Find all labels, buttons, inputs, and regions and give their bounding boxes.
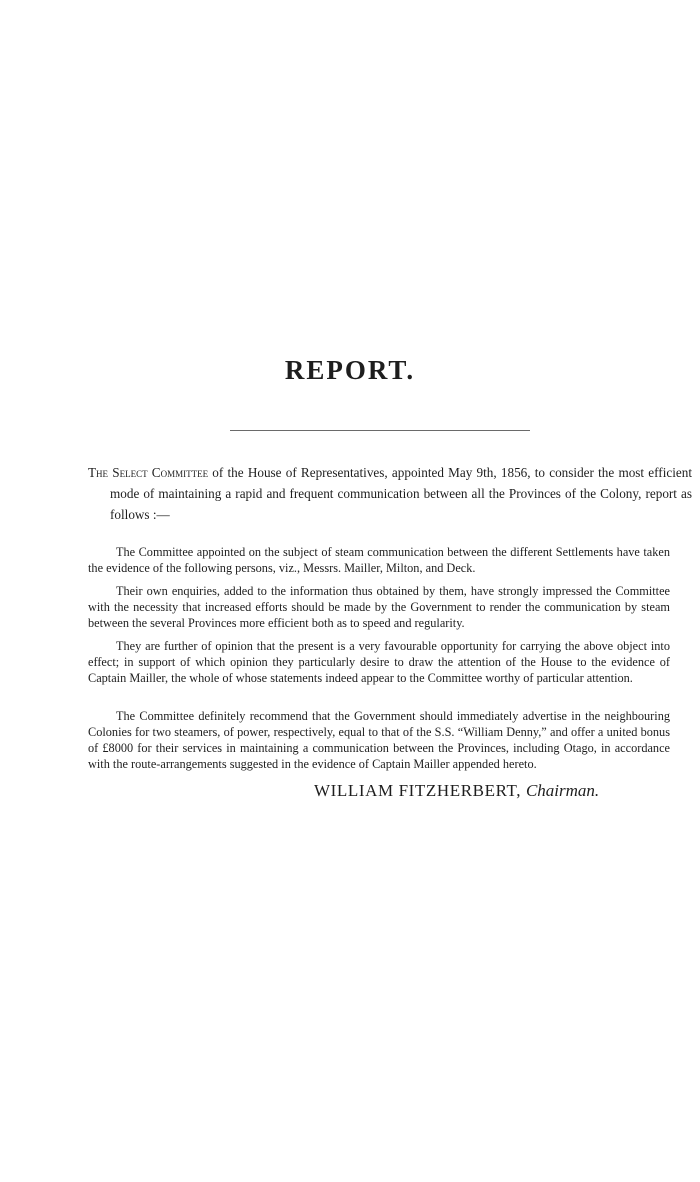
signature-name: WILLIAM FITZHERBERT, bbox=[314, 781, 522, 800]
preamble-lead: The Select Committee bbox=[88, 465, 209, 480]
report-title: REPORT. bbox=[284, 355, 416, 385]
paragraph-recommendation: The Committee definitely recommend that the Government should immediately advertise in the neighbouring Colonies for two steamers, of power, respectively, equal to that of the S.S. “William Denny,” and offer a united bonus of £8000 for their services in maintaining a communication between the Provinces, including Otago, in accordance with the route-arrangements suggested in the evidence of Captain Mailler appended hereto. bbox=[88, 709, 670, 771]
preamble bbox=[88, 462, 692, 525]
paragraph-opinion: They are further of opinion that the present is a very favourable opportunity for carrying the above object into effect; in support of which opinion they particularly desire to draw the attention of the House to the evidence of Captain Mailler, the whole of whose statements indeed appear to the Committee worthy of particular attention. bbox=[88, 639, 670, 685]
paragraph-enquiries: Their own enquiries, added to the information thus obtained by them, have strongly impressed the Committee with the necessity that increased efforts should be made by the Government to render the communication by steam between the several Provinces more efficient both as to speed and regularity. bbox=[88, 584, 670, 630]
preamble-text: of the House of Representatives, appointed May 9th, 1856, to consider the most efficient mode of maintaining a rapid and frequent communication between all the Provinces of the Colony, report as follows :— bbox=[110, 465, 692, 522]
title-divider bbox=[230, 430, 530, 431]
paragraph-evidence: The Committee appointed on the subject of steam communication between the different Settlements have taken the evidence of the following persons, viz., Messrs. Mailler, Milton, and Deck. bbox=[88, 545, 670, 575]
signature-role: Chairman. bbox=[525, 781, 600, 800]
signature bbox=[314, 781, 674, 801]
